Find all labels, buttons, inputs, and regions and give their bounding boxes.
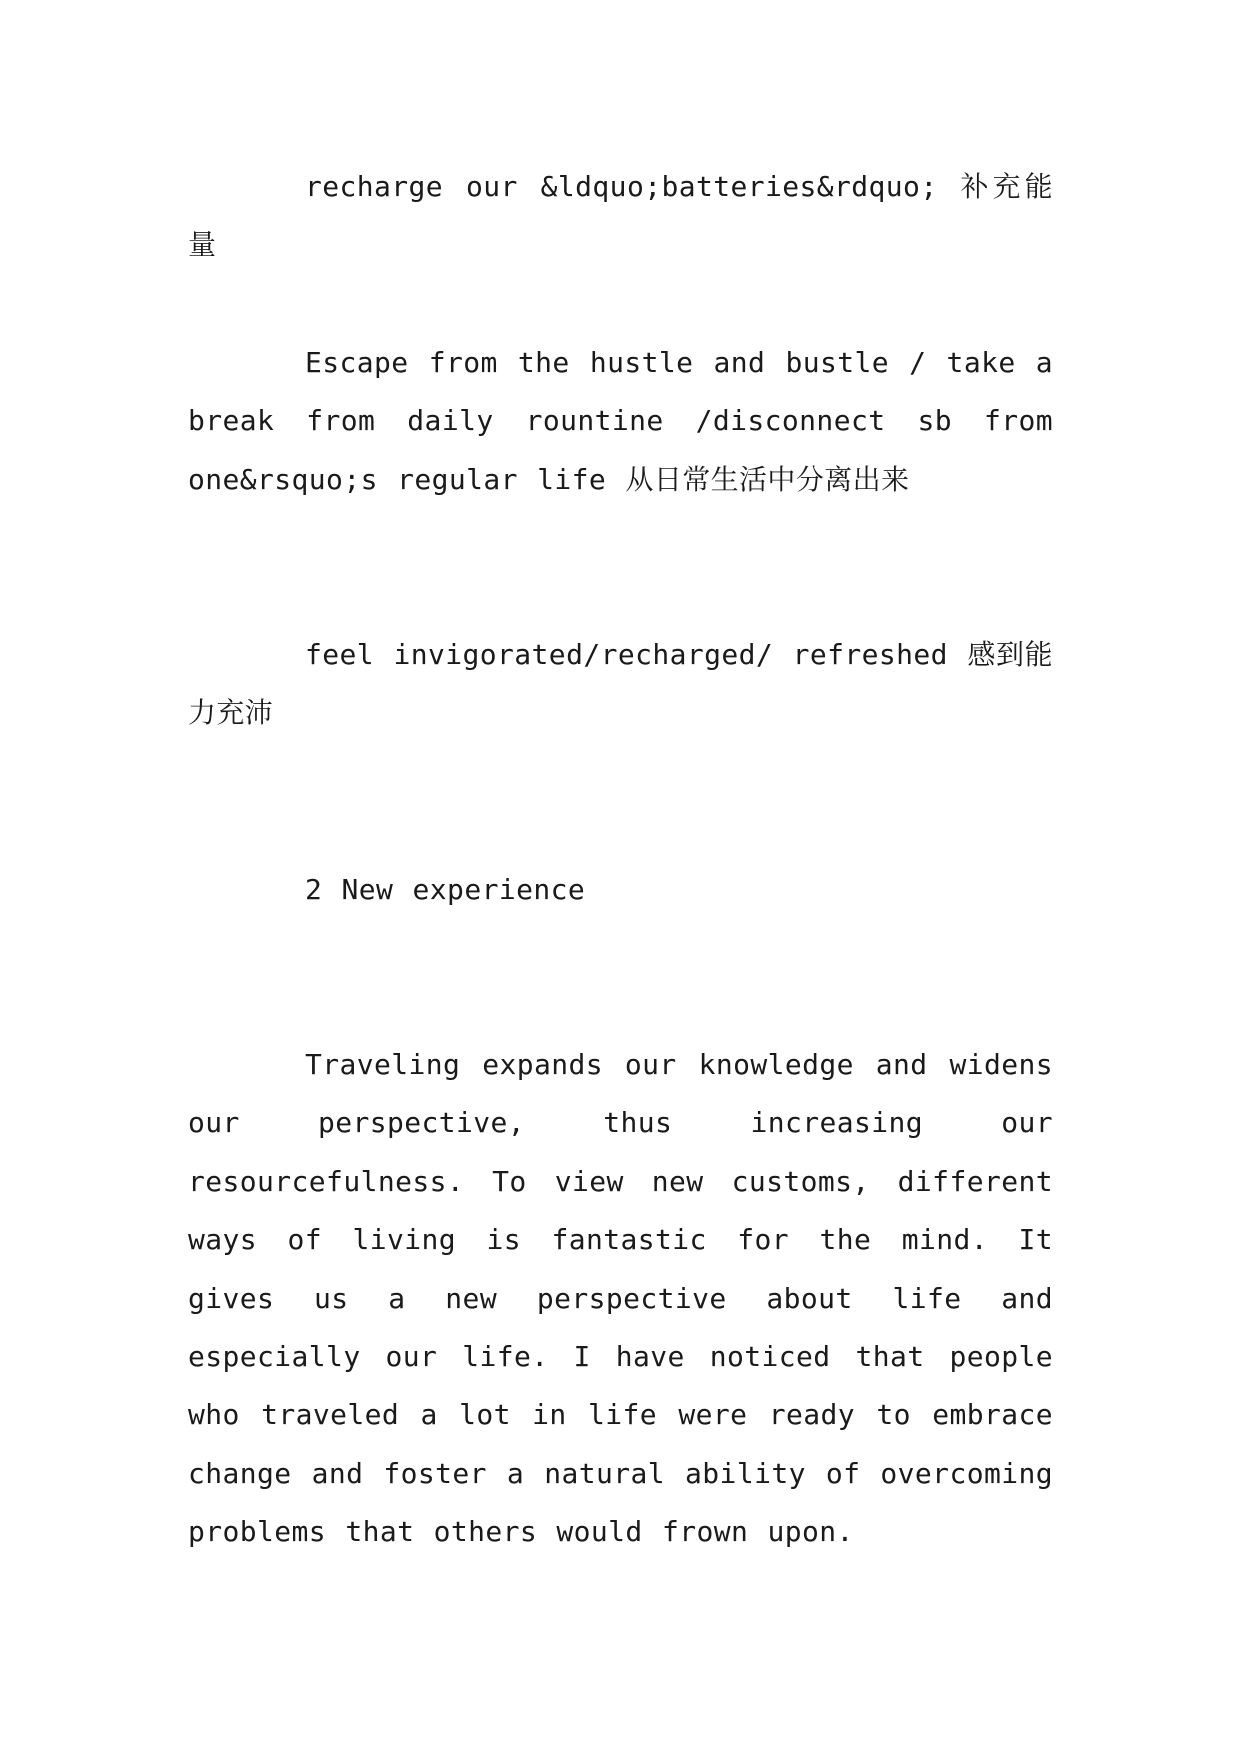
paragraph-recharge-batteries: recharge our &ldquo;batteries&rdquo; 补充能量	[188, 170, 1053, 262]
paragraph-escape-routine: Escape from the hustle and bustle / take a break from daily rountine /disconnect sb from one&rsquo;s regular life 从日常生活中分离出来	[188, 346, 1053, 496]
paragraph-traveling-expands: Traveling expands our knowledge and widens our perspective, thus increasing our resourcefulness. To view new customs, different ways of living is fantastic for the mind. It gives us a new perspective about life and especially our life. I have noticed that people who traveled a lot in life were ready to embrace change and foster a natural ability of overcoming problems that others would frown upon.	[188, 1048, 1053, 1549]
section-heading-new-experience: 2 New experience	[305, 873, 586, 906]
document-page	[188, 0, 1053, 1754]
paragraph-feel-invigorated: feel invigorated/recharged/ refreshed 感到能力充沛	[188, 638, 1053, 730]
